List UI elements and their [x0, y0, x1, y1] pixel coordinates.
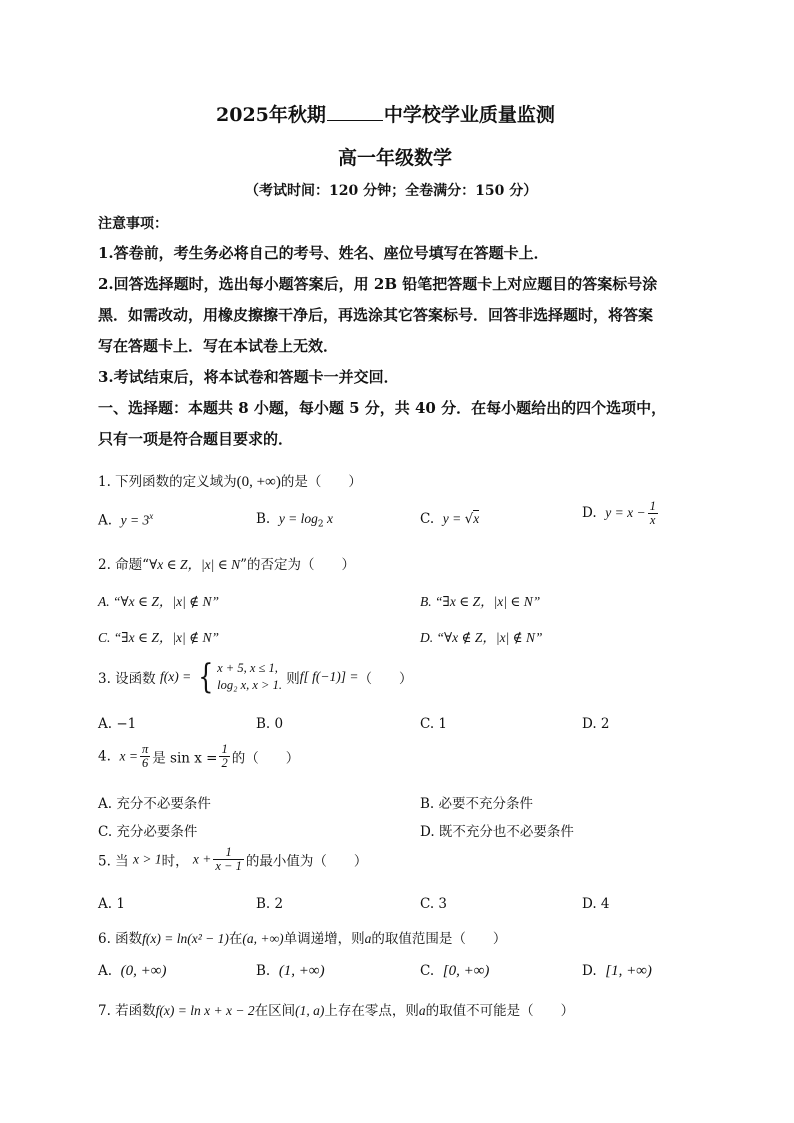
brace-symbol: { [198, 657, 214, 697]
q1-a-label: A. [98, 512, 113, 529]
question-1 [98, 470, 362, 491]
q6-expr: f(x) = ln(x² − 1) [142, 931, 229, 946]
q1-option-a [98, 511, 153, 529]
exam-title [216, 100, 555, 127]
q1-d-label: D. [582, 505, 597, 522]
q7-mid-2: 上存在零点，则 [324, 1003, 419, 1019]
exam-info: （考试时间：120 分钟；全卷满分：150 分） [245, 183, 538, 199]
q5-num: 1 [213, 846, 243, 860]
section-1-line-1: 一、选择题：本题共 8 小题，每小题 5 分，共 40 分．在每小题给出的四个选项中， [98, 399, 667, 417]
q6-prefix: 6. 函数 [98, 931, 143, 947]
q5-condition: x > 1 [132, 851, 162, 867]
exam-subtitle: 高一年级数学 [338, 147, 453, 169]
q7-prefix: 7. 若函数 [98, 1003, 156, 1019]
q7-suffix: 的取值不可能是（ ） [425, 1003, 575, 1019]
q2-option-d: D. “∀x ∉ Z，|x| ∉ N” [420, 630, 543, 645]
q5-fraction [213, 846, 243, 873]
q6-option-c [420, 963, 489, 980]
q3-composite: f[ f(−1)] = [299, 669, 359, 684]
q4-pi-num: π [141, 742, 149, 756]
q7-interval: (1, a) [295, 1003, 325, 1018]
q7-mid-1: 在区间 [254, 1003, 296, 1019]
q5-option-b: B. 2 [256, 896, 284, 912]
q1-c-expr: y = [442, 511, 465, 526]
q1-suffix: 的是（ ） [280, 474, 362, 490]
q1-b-expr: y = log [278, 511, 318, 526]
notes-heading: 注意事项： [98, 216, 168, 232]
q4-prefix: 4. [98, 748, 111, 765]
q4-suffix: 的（ ） [231, 750, 300, 767]
title-prefix: 2025年秋期 [216, 104, 326, 126]
school-name-blank [327, 104, 383, 121]
q6-a-label: A. [98, 963, 113, 979]
q4-option-c: C. 充分必要条件 [98, 824, 198, 840]
q4-mid: 是 sin x = [152, 750, 218, 767]
q3-option-d: D. 2 [582, 716, 610, 732]
q4-half-den: 2 [221, 756, 228, 771]
q6-a-value: (0, +∞) [120, 963, 167, 979]
q2-option-c: C. “∃x ∈ Z，|x| ∉ N” [98, 630, 219, 645]
q6-var: a [364, 931, 372, 946]
q6-d-label: D. [582, 963, 597, 979]
question-4 [98, 743, 299, 770]
q4-half-num: 1 [221, 742, 228, 756]
q2-option-b: B. “∃x ∈ Z，|x| ∈ N” [420, 594, 541, 609]
q3-option-a: A. −1 [98, 716, 137, 732]
q5-option-a: A. 1 [98, 896, 125, 912]
q1-a-expr: y = 3 [120, 512, 150, 528]
note-item-3: 3.考试结束后，将本试卷和答题卡一并交回． [98, 368, 399, 386]
q7-expr: f(x) = ln x + x − 2 [155, 1003, 255, 1018]
q3-mid: 则 [286, 671, 300, 687]
question-6 [98, 927, 506, 947]
q2-expr: ∀x ∈ Z，|x| ∈ N [149, 557, 241, 572]
q5-mid: 时， [161, 853, 189, 870]
q4-half-fraction [219, 743, 229, 770]
q5-expr: x + [192, 851, 212, 867]
q6-mid-2: 单调递增，则 [283, 931, 365, 947]
q1-option-c [420, 511, 479, 527]
q3-option-c: C. 1 [420, 716, 448, 732]
q3-case-1: x + 5, x ≤ 1, [217, 661, 278, 675]
q6-mid-1: 在 [228, 931, 243, 947]
note-item-2-line-2: 黑．如需改动，用橡皮擦擦干净后，再选涂其它答案标号．回答非选择题时，将答案 [98, 306, 654, 324]
q1-b-tail: x [323, 511, 334, 526]
q6-option-a [98, 963, 166, 980]
q6-option-b [256, 963, 325, 980]
q5-prefix: 5. 当 [98, 853, 129, 870]
q3-case-2: log₂ x, x > 1. [217, 678, 282, 692]
q3-option-b: B. 0 [256, 716, 284, 732]
q4-option-b: B. 必要不充分条件 [420, 796, 534, 812]
q3-prefix: 3. 设函数 [98, 671, 156, 687]
q1-a-sup: x [149, 511, 154, 521]
q1-interval: (0, +∞) [236, 474, 281, 490]
q4-pi-fraction [140, 743, 150, 770]
q1-c-radicand: x [473, 511, 480, 526]
question-7 [98, 999, 574, 1019]
q1-c-label: C. [420, 511, 435, 527]
q1-d-denominator: x [649, 513, 656, 528]
q4-x-eq: x = [119, 748, 138, 764]
note-item-1: 1.答卷前，考生务必将自己的考号、姓名、座位号填写在答题卡上． [98, 244, 549, 262]
question-5 [98, 846, 367, 873]
q6-c-label: C. [420, 963, 435, 979]
q5-option-c: C. 3 [420, 896, 448, 912]
q5-den: x − 1 [215, 859, 242, 874]
q1-d-numerator: 1 [649, 499, 656, 513]
note-item-2-line-1: 2.回答选择题时，选出每小题答案后，用 2B 铅笔把答题卡上对应题目的答案标号涂 [98, 275, 658, 293]
q1-d-expr: y = x − [605, 505, 646, 521]
question-3 [98, 657, 413, 697]
q1-prefix: 1. 下列函数的定义域为 [98, 474, 237, 490]
q5-option-d: D. 4 [582, 896, 610, 912]
q6-option-d [582, 963, 652, 980]
q1-d-fraction [648, 500, 658, 527]
section-1-line-2: 只有一项是符合题目要求的． [98, 430, 294, 448]
q7-var: a [418, 1003, 426, 1018]
q4-option-a: A. 充分不必要条件 [98, 796, 211, 812]
q6-interval: (a, +∞) [242, 931, 284, 946]
q6-c-value: [0, +∞) [442, 963, 490, 979]
q4-pi-den: 6 [141, 756, 149, 771]
q3-suffix: （ ） [358, 671, 413, 687]
q3-cases [217, 660, 282, 694]
q3-function: f(x) = [159, 669, 192, 684]
q6-b-value: (1, +∞) [278, 963, 325, 979]
q5-suffix: 的最小值为（ ） [245, 853, 368, 870]
q1-b-sub: 2 [317, 519, 324, 530]
sqrt-symbol: √ [464, 511, 474, 527]
question-2 [98, 553, 355, 573]
title-suffix: 中学校学业质量监测 [383, 104, 555, 126]
q6-b-label: B. [256, 963, 271, 979]
q2-option-a: A. “∀x ∈ Z，|x| ∉ N” [98, 594, 220, 609]
q2-suffix: ”的否定为（ ） [240, 557, 356, 573]
note-item-2-line-3: 写在答题卡上．写在本试卷上无效． [98, 337, 339, 355]
q2-prefix: 2. 命题“ [98, 557, 150, 573]
q6-d-value: [1, +∞) [605, 963, 652, 979]
q6-suffix: 的取值范围是（ ） [371, 931, 507, 947]
q1-b-label: B. [256, 511, 271, 527]
q4-option-d: D. 既不充分也不必要条件 [420, 824, 574, 840]
q1-option-b [256, 511, 333, 530]
q1-option-d [582, 500, 660, 527]
